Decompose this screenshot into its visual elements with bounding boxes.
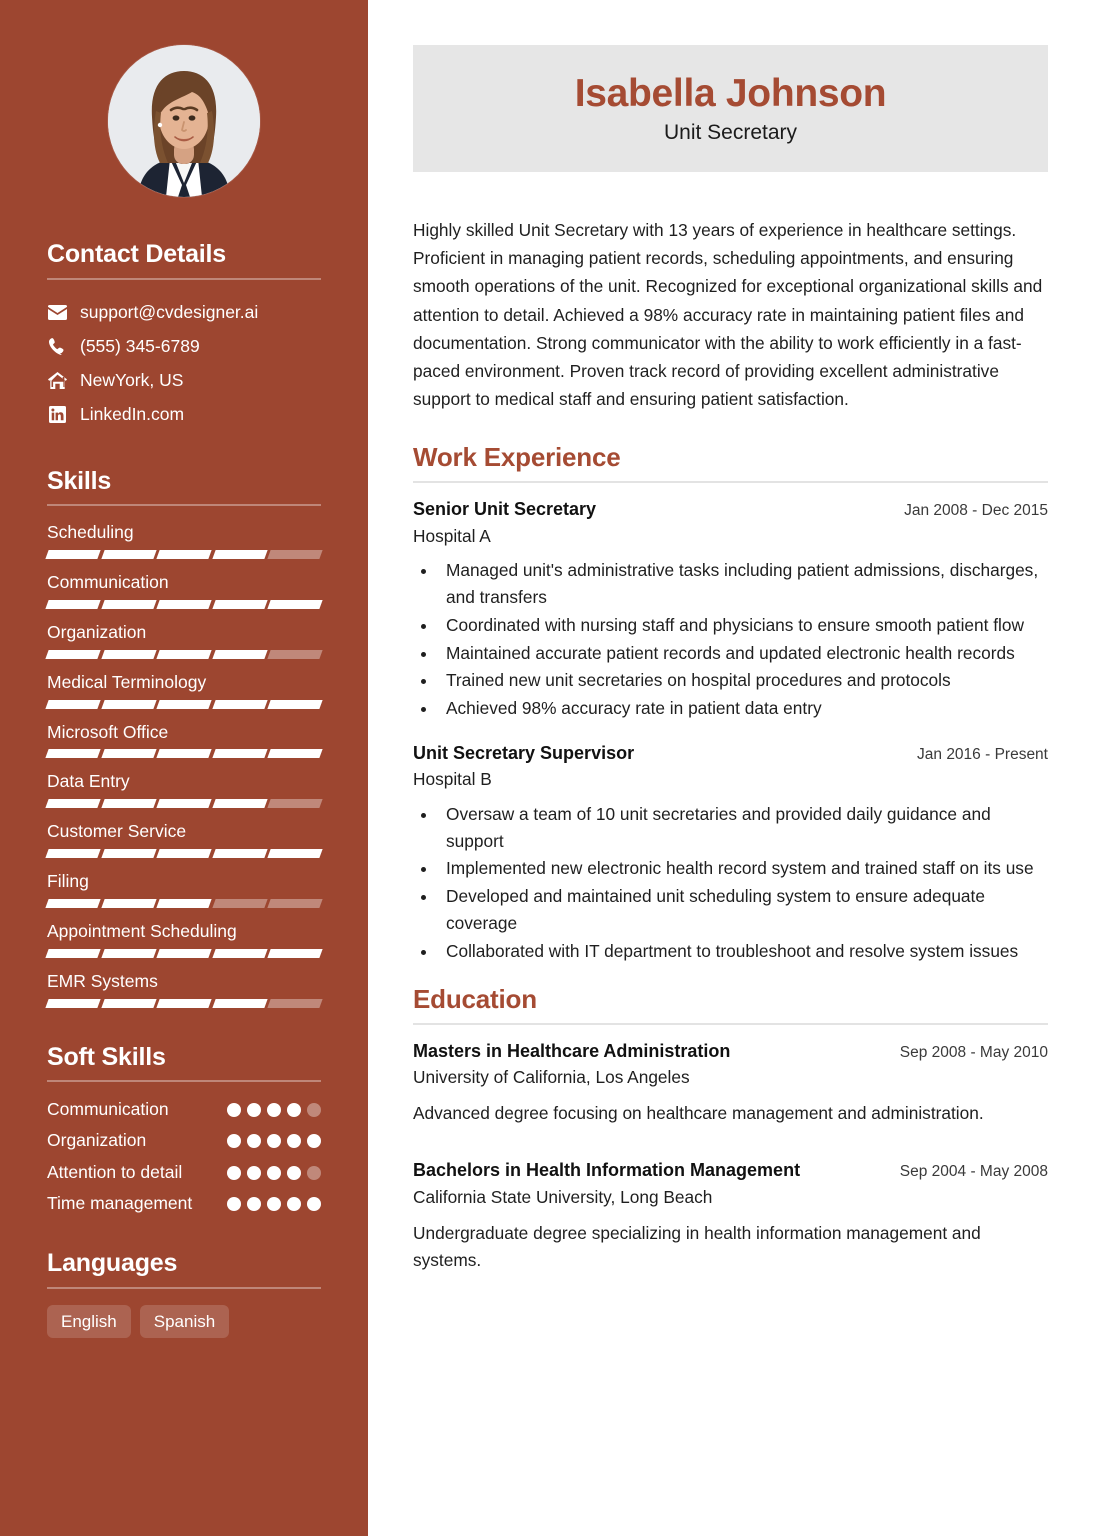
rating-dot	[267, 1134, 281, 1148]
rating-dot	[307, 1134, 321, 1148]
skill-label: Appointment Scheduling	[47, 921, 237, 941]
entry-header	[413, 498, 1048, 521]
skill-label: Customer Service	[47, 821, 187, 842]
soft-skill-label: Attention to detail	[47, 1161, 183, 1182]
profile-photo-wrap	[0, 45, 368, 197]
skill-segment	[157, 600, 212, 609]
rating-dot	[247, 1166, 261, 1180]
soft-skill-row	[47, 1098, 321, 1120]
contact-details-section	[0, 241, 368, 432]
sidebar	[0, 0, 368, 1536]
skill-segment	[101, 700, 156, 709]
language-pill: English	[47, 1305, 131, 1339]
entry-header	[413, 742, 1048, 765]
divider	[413, 481, 1048, 483]
soft-skills-section	[0, 1044, 368, 1214]
linkedin-icon	[47, 406, 67, 423]
skill-segment	[268, 899, 323, 908]
languages-heading: Languages	[47, 1249, 178, 1278]
skill-segment	[268, 650, 323, 659]
skill-segment	[157, 700, 212, 709]
skill-segment	[157, 849, 212, 858]
list-item: • Collaborated with IT department to troubleshoot and resolve system issues	[438, 938, 1048, 965]
skill-segment	[45, 650, 100, 659]
skill-label: Data Entry	[47, 771, 130, 792]
work-experience-section	[413, 443, 1048, 964]
skill-label: Microsoft Office	[47, 721, 169, 742]
responsibility-list	[438, 801, 1048, 965]
rating-dot	[307, 1103, 321, 1117]
skill-segment	[268, 999, 323, 1008]
rating-dot	[227, 1134, 241, 1148]
skill-row	[47, 871, 321, 908]
skill-level-bar	[47, 949, 321, 958]
skills-heading: Skills	[47, 466, 112, 495]
skill-segment	[212, 700, 267, 709]
divider	[47, 504, 321, 506]
rating-dot	[287, 1197, 301, 1211]
rating-dot	[227, 1197, 241, 1211]
skill-label: Communication	[47, 571, 169, 592]
soft-skill-row	[47, 1161, 321, 1183]
contact-item-linkedin[interactable]	[47, 398, 321, 432]
skill-segment	[45, 849, 100, 858]
job-position-title: Senior Unit Secretary	[413, 499, 597, 520]
skill-segment	[45, 799, 100, 808]
spacer	[413, 1274, 1048, 1286]
soft-skills-heading: Soft Skills	[47, 1042, 166, 1071]
contact-item-email[interactable]	[47, 296, 321, 330]
soft-skill-rating	[227, 1161, 321, 1180]
skill-level-bar	[47, 700, 321, 709]
contact-value: LinkedIn.com	[80, 404, 185, 424]
job-position-title: Unit Secretary Supervisor	[413, 742, 635, 763]
contact-value: NewYork, US	[80, 370, 184, 390]
soft-skill-rating	[227, 1129, 321, 1148]
skill-segment	[212, 799, 267, 808]
skill-label: EMR Systems	[47, 970, 158, 991]
skill-segment	[268, 600, 323, 609]
rating-dot	[247, 1134, 261, 1148]
work-entry	[413, 742, 1048, 965]
rating-dot	[307, 1197, 321, 1211]
skill-segment	[157, 999, 212, 1008]
skill-level-bar	[47, 849, 321, 858]
list-item: • Oversaw a team of 10 unit secretaries and provided daily guidance and support	[438, 801, 1048, 855]
contact-item-phone[interactable]	[47, 330, 321, 364]
skill-segment	[268, 749, 323, 758]
skill-segment	[101, 600, 156, 609]
skill-segment	[212, 999, 267, 1008]
skill-row	[47, 622, 321, 659]
education-date-range: Sep 2004 - May 2008	[899, 1163, 1048, 1181]
rating-dot	[267, 1197, 281, 1211]
work-experience-heading: Work Experience	[413, 442, 621, 473]
list-item: • Managed unit's administrative tasks including patient admissions, discharges, and transfers	[438, 557, 1048, 611]
education-description: Undergraduate degree specializing in health information management and systems.	[413, 1223, 981, 1270]
skill-segment	[157, 650, 212, 659]
skill-level-bar	[47, 799, 321, 808]
rating-dot	[267, 1166, 281, 1180]
work-entry-list	[413, 498, 1048, 964]
institution-name: California State University, Long Beach	[413, 1186, 713, 1207]
languages-list	[47, 1305, 321, 1339]
rating-dot	[267, 1103, 281, 1117]
degree-title: Masters in Healthcare Administration	[413, 1040, 731, 1061]
skill-segment	[268, 949, 323, 958]
entry-header	[413, 1159, 1048, 1182]
contact-list	[47, 296, 321, 432]
skill-row	[47, 821, 321, 858]
name-banner	[413, 45, 1048, 172]
skill-segment	[157, 899, 212, 908]
employer-name: Hospital B	[413, 769, 492, 790]
soft-skill-label: Communication	[47, 1099, 169, 1120]
divider	[47, 1287, 321, 1289]
skill-segment	[268, 849, 323, 858]
skill-segment	[212, 650, 267, 659]
rating-dot	[227, 1103, 241, 1117]
skill-segment	[157, 749, 212, 758]
phone-icon	[47, 338, 67, 355]
entry-header	[413, 1040, 1048, 1063]
skill-segment	[101, 749, 156, 758]
education-heading: Education	[413, 983, 537, 1014]
skill-row	[47, 921, 321, 958]
divider	[413, 1023, 1048, 1025]
skill-label: Organization	[47, 621, 147, 642]
list-item: • Coordinated with nursing staff and physicians to ensure smooth patient flow	[438, 612, 1048, 639]
language-pill: Spanish	[140, 1305, 229, 1339]
list-item: • Achieved 98% accuracy rate in patient data entry	[438, 695, 1048, 722]
skill-segment	[101, 550, 156, 559]
contact-item-location[interactable]	[47, 364, 321, 398]
skill-label: Filing	[47, 871, 89, 892]
skill-segment	[157, 799, 212, 808]
languages-section	[0, 1250, 368, 1338]
skills-section	[0, 468, 368, 1008]
skill-level-bar	[47, 650, 321, 659]
soft-skill-rating	[227, 1098, 321, 1117]
skill-segment	[101, 799, 156, 808]
skill-segment	[45, 749, 100, 758]
soft-skill-label: Organization	[47, 1130, 147, 1151]
skill-segment	[45, 550, 100, 559]
home-icon	[47, 372, 67, 389]
skill-segment	[101, 650, 156, 659]
skill-row	[47, 522, 321, 559]
skill-row	[47, 771, 321, 808]
skill-level-bar	[47, 899, 321, 908]
rating-dot	[287, 1134, 301, 1148]
skill-level-bar	[47, 550, 321, 559]
skill-row	[47, 672, 321, 709]
skill-level-bar	[47, 749, 321, 758]
job-date-range: Jan 2016 - Present	[917, 745, 1048, 763]
soft-skill-rating	[227, 1192, 321, 1211]
skill-segment	[45, 700, 100, 709]
list-item: • Developed and maintained unit scheduling system to ensure adequate coverage	[438, 883, 1048, 937]
rating-dot	[307, 1166, 321, 1180]
skill-segment	[212, 949, 267, 958]
divider	[47, 278, 321, 280]
skill-level-bar	[47, 600, 321, 609]
rating-dot	[227, 1166, 241, 1180]
list-item: • Maintained accurate patient records and updated electronic health records	[438, 640, 1048, 667]
skill-segment	[45, 600, 100, 609]
skill-segment	[268, 700, 323, 709]
skill-segment	[101, 999, 156, 1008]
responsibility-list	[438, 557, 1048, 722]
skill-segment	[157, 550, 212, 559]
skill-segment	[101, 899, 156, 908]
contact-details-heading: Contact Details	[47, 240, 226, 268]
skills-list	[47, 522, 321, 1008]
soft-skill-row	[47, 1129, 321, 1151]
education-entry-list	[413, 1040, 1048, 1286]
skill-segment	[212, 550, 267, 559]
skill-segment	[268, 799, 323, 808]
skill-segment	[101, 849, 156, 858]
professional-summary: Highly skilled Unit Secretary with 13 years of experience in healthcare settings. Proficient in managing patient records, scheduling appointments, and ensuring smooth operations of the unit. Recognized for exceptional organizational skills and attention to detail. Achieved a 98% accuracy rate in maintaining patient files and documentation. Strong communicator with the ability to work efficiently in a fast-paced environment. Proven track record of providing excellent administrative support to medical staff and ensuring patient satisfaction.	[413, 219, 1043, 410]
job-title: Unit Secretary	[663, 120, 798, 144]
main-content	[368, 0, 1095, 1536]
skill-segment	[45, 949, 100, 958]
education-section	[413, 985, 1048, 1286]
skill-segment	[45, 999, 100, 1008]
employer-name: Hospital A	[413, 525, 491, 546]
skill-row	[47, 572, 321, 609]
avatar	[108, 45, 260, 197]
job-date-range: Jan 2008 - Dec 2015	[904, 502, 1048, 520]
skill-row	[47, 971, 321, 1008]
page-title: Isabella Johnson	[574, 72, 887, 115]
skill-label: Medical Terminology	[47, 671, 207, 692]
rating-dot	[287, 1103, 301, 1117]
skill-segment	[268, 550, 323, 559]
soft-skill-label: Time management	[47, 1192, 193, 1213]
skill-segment	[212, 600, 267, 609]
education-description: Advanced degree focusing on healthcare management and administration.	[413, 1103, 984, 1124]
skill-row	[47, 722, 321, 759]
soft-skill-row	[47, 1192, 321, 1214]
skill-segment	[157, 949, 212, 958]
skill-segment	[212, 749, 267, 758]
contact-value: (555) 345-6789	[80, 336, 200, 356]
work-entry	[413, 498, 1048, 722]
education-entry	[413, 1040, 1048, 1140]
portrait-illustration	[108, 45, 260, 197]
list-item: • Implemented new electronic health record system and trained staff on its use	[438, 855, 1048, 882]
soft-skills-list	[47, 1098, 321, 1214]
degree-title: Bachelors in Health Information Management	[413, 1160, 801, 1181]
rating-dot	[247, 1103, 261, 1117]
skill-segment	[45, 899, 100, 908]
institution-name: University of California, Los Angeles	[413, 1066, 690, 1087]
list-item: • Trained new unit secretaries on hospital procedures and protocols	[438, 667, 1048, 694]
education-date-range: Sep 2008 - May 2010	[899, 1043, 1048, 1061]
rating-dot	[247, 1197, 261, 1211]
skill-segment	[212, 899, 267, 908]
contact-value: support@cvdesigner.ai	[80, 302, 259, 322]
education-entry	[413, 1159, 1048, 1286]
skill-label: Scheduling	[47, 522, 134, 542]
divider	[47, 1080, 321, 1082]
skill-segment	[212, 849, 267, 858]
envelope-icon	[47, 305, 67, 320]
spacer	[413, 1127, 1048, 1139]
rating-dot	[287, 1166, 301, 1180]
skill-level-bar	[47, 999, 321, 1008]
skill-segment	[101, 949, 156, 958]
